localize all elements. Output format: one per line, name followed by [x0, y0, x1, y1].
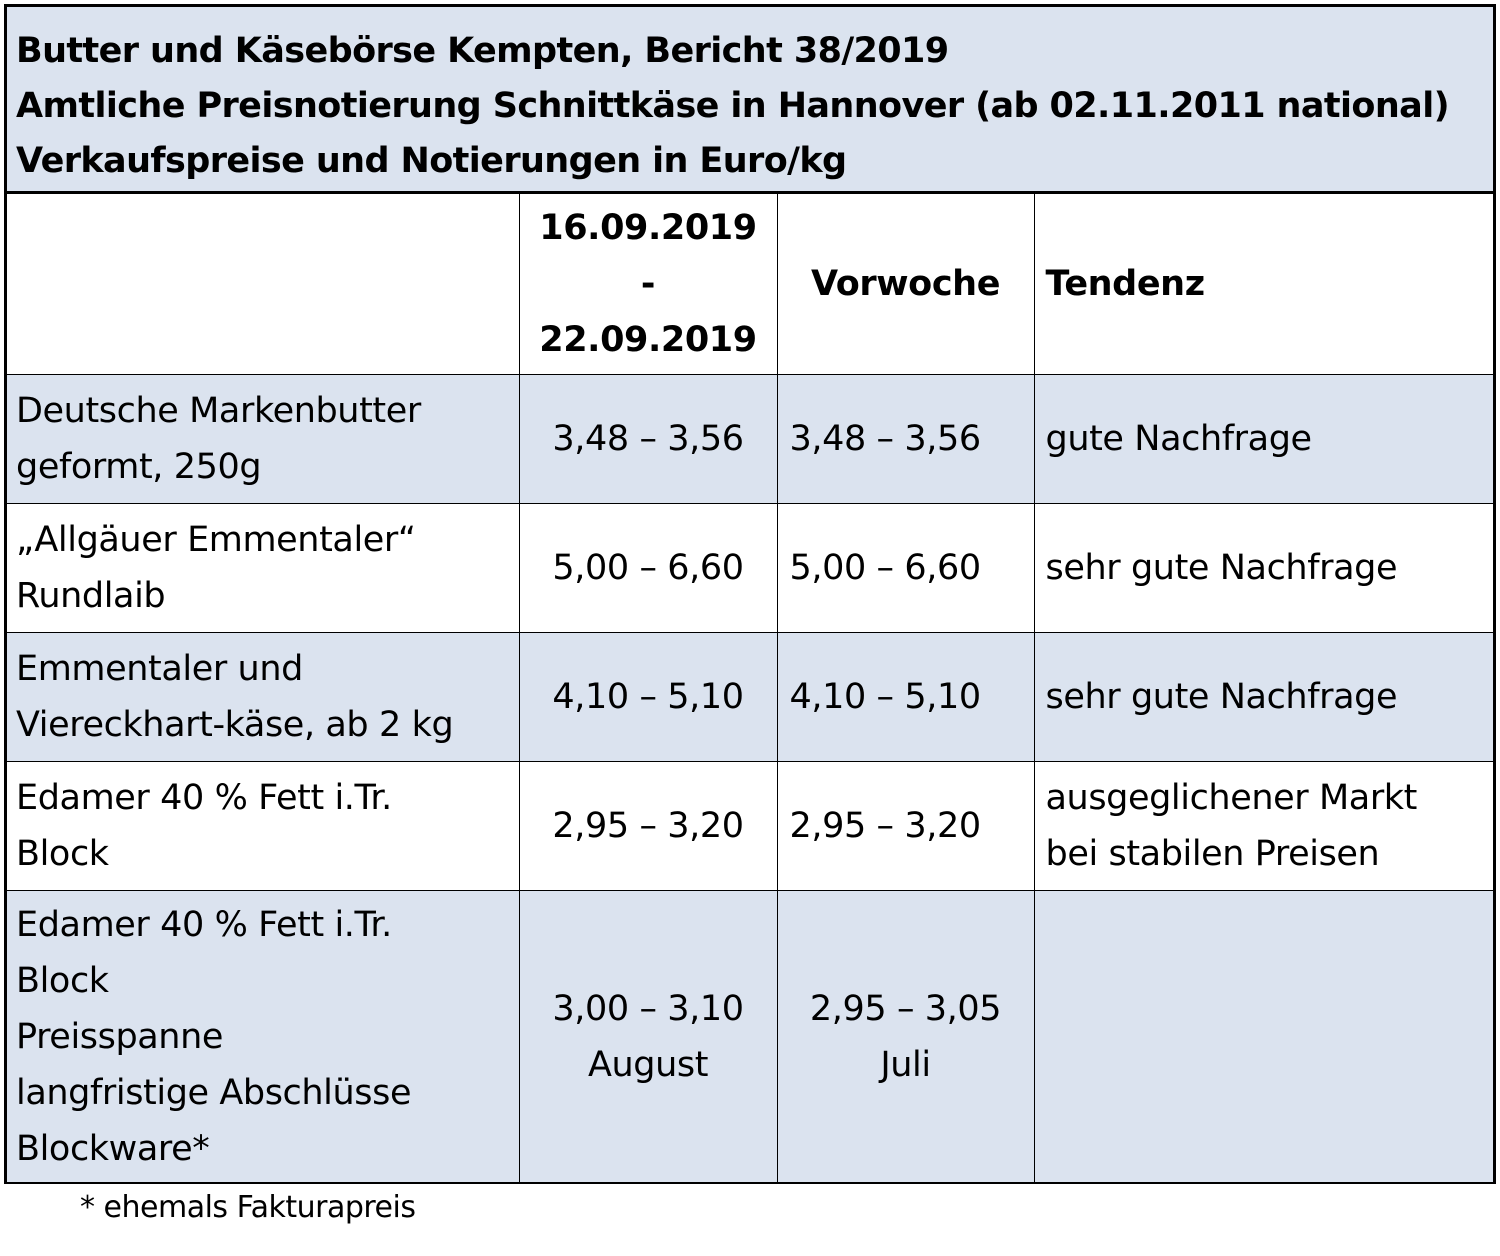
previous-price-line: 4,10 – 5,10 — [789, 677, 981, 717]
report-title: Butter und Käsebörse Kempten, Bericht 38/2019 — [16, 31, 949, 71]
product-name-line: „Allgäuer Emmentaler“ — [16, 520, 416, 560]
table-header-row — [7, 194, 1493, 375]
product-name-line: langfristige Abschlüsse — [16, 1072, 412, 1113]
product-name-line: Rundlaib — [16, 576, 166, 616]
previous-price-cell — [777, 891, 1034, 1183]
current-price-cell — [519, 504, 777, 633]
product-name-line: Blockware* — [16, 1128, 210, 1169]
report-subtitle: Amtliche Preisnotierung Schnittkäse in Hannover (ab 02.11.2011 national) — [16, 86, 1449, 126]
header-period-start: 16.09.2019 — [539, 208, 757, 248]
price-table — [7, 194, 1493, 1182]
current-price-line: 4,10 – 5,10 — [552, 677, 744, 717]
table-row — [7, 762, 1493, 891]
current-price-cell — [519, 891, 777, 1183]
current-price-cell — [519, 375, 777, 504]
price-report-table-frame — [4, 4, 1496, 1184]
trend-line: sehr gute Nachfrage — [1045, 677, 1398, 717]
header-period-separator: - — [640, 264, 656, 304]
product-name-line: Block — [16, 960, 109, 1001]
previous-price-cell — [777, 633, 1034, 762]
trend-line: ausgeglichener Markt — [1045, 778, 1417, 818]
header-current-period — [519, 194, 777, 375]
product-name-cell — [7, 375, 519, 504]
product-name-cell — [7, 633, 519, 762]
product-name-line: Preisspanne — [16, 1016, 224, 1057]
trend-cell — [1034, 375, 1493, 504]
table-row — [7, 504, 1493, 633]
product-name-line: Edamer 40 % Fett i.Tr. — [16, 778, 392, 818]
previous-price-line: Juli — [880, 1044, 931, 1085]
header-previous-week: Vorwoche — [777, 194, 1034, 375]
trend-cell — [1034, 504, 1493, 633]
previous-price-cell — [777, 762, 1034, 891]
footnote: * ehemals Fakturapreis — [80, 1190, 416, 1225]
product-name-line: Edamer 40 % Fett i.Tr. — [16, 904, 392, 945]
previous-price-cell — [777, 375, 1034, 504]
trend-line: bei stabilen Preisen — [1045, 834, 1380, 874]
product-name-line: Block — [16, 834, 109, 874]
previous-price-line: 2,95 – 3,05 — [809, 988, 1002, 1029]
previous-price-line: 2,95 – 3,20 — [789, 806, 981, 846]
current-price-line: 5,00 – 6,60 — [552, 548, 744, 588]
product-name-line: Deutsche Markenbutter — [16, 391, 421, 431]
trend-cell — [1034, 633, 1493, 762]
product-name-line: Emmentaler und — [16, 649, 303, 689]
trend-line: sehr gute Nachfrage — [1045, 548, 1398, 588]
current-price-line: 3,00 – 3,10 — [552, 988, 744, 1029]
trend-line: gute Nachfrage — [1045, 419, 1312, 459]
header-period-end: 22.09.2019 — [539, 320, 757, 360]
product-name-line: Viereckhart-käse, ab 2 kg — [16, 705, 454, 745]
trend-cell — [1034, 891, 1493, 1183]
product-name-line: geformt, 250g — [16, 447, 262, 487]
current-price-line: 2,95 – 3,20 — [552, 806, 744, 846]
current-price-line: August — [587, 1044, 709, 1085]
product-name-cell — [7, 504, 519, 633]
header-trend: Tendenz — [1034, 194, 1493, 375]
table-row — [7, 375, 1493, 504]
previous-price-line: 3,48 – 3,56 — [789, 419, 981, 459]
header-product — [7, 194, 519, 375]
current-price-line: 3,48 – 3,56 — [552, 419, 744, 459]
current-price-cell — [519, 633, 777, 762]
product-name-cell — [7, 762, 519, 891]
current-price-cell — [519, 762, 777, 891]
product-name-cell — [7, 891, 519, 1183]
table-row — [7, 633, 1493, 762]
previous-price-cell — [777, 504, 1034, 633]
table-row — [7, 891, 1493, 1183]
report-unit-note: Verkaufspreise und Notierungen in Euro/kg — [16, 141, 847, 181]
report-title-block — [7, 7, 1493, 194]
trend-cell — [1034, 762, 1493, 891]
previous-price-line: 5,00 – 6,60 — [789, 548, 981, 588]
